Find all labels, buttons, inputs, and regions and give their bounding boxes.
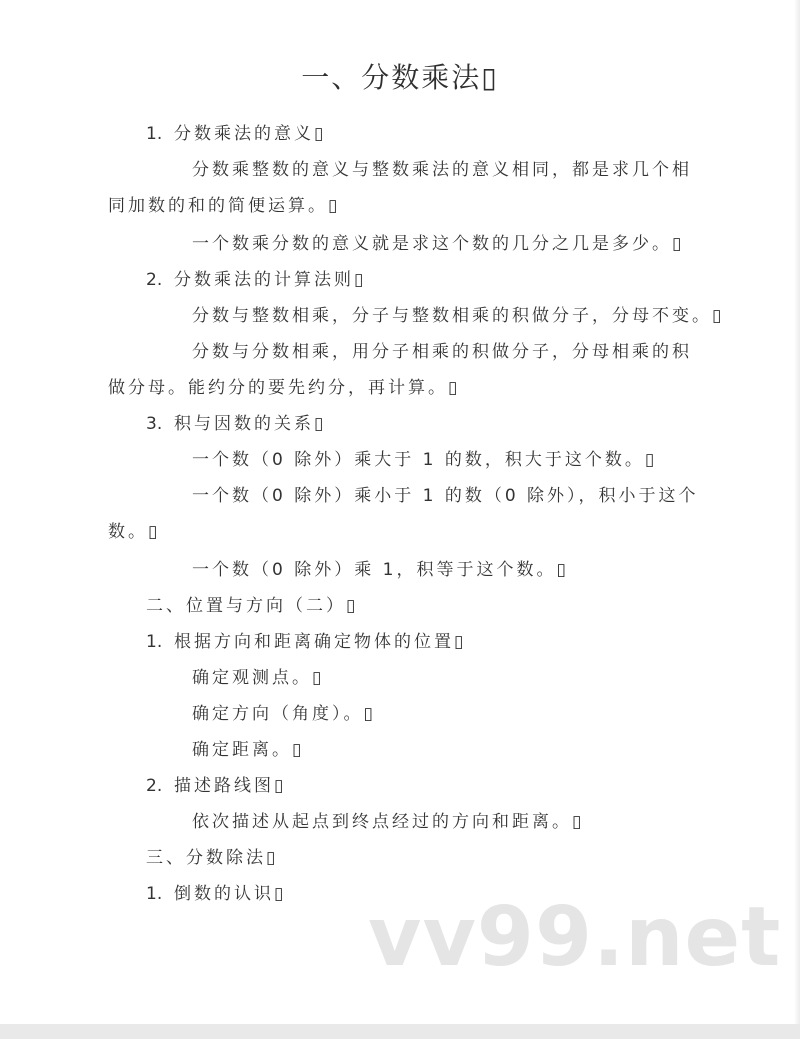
step-item: 依次描述从起点到终点经过的方向和距离。▯ <box>192 812 585 832</box>
paragraph: 分数与分数相乘，用分子相乘的积做分子，分母相乘的积做分母。能约分的要先约分，再计算。▯ <box>108 342 692 398</box>
missing-glyph: ▯ <box>314 414 327 434</box>
missing-glyph: ▯ <box>312 668 325 688</box>
step-item: 确定距离。▯ <box>192 740 305 760</box>
paragraph: 一个数（0 除外）乘 1，积等于这个数。▯ <box>192 560 569 580</box>
missing-glyph: ▯ <box>481 61 499 94</box>
missing-glyph: ▯ <box>354 270 367 290</box>
missing-glyph: ▯ <box>454 632 467 652</box>
missing-glyph: ▯ <box>346 596 359 616</box>
missing-glyph: ▯ <box>556 560 569 580</box>
section-heading-3: 3. 积与因数的关系▯ <box>146 414 327 434</box>
missing-glyph: ▯ <box>274 776 287 796</box>
paragraph: 一个数（0 除外）乘大于 1 的数，积大于这个数。▯ <box>192 450 658 470</box>
missing-glyph: ▯ <box>712 306 725 326</box>
missing-glyph: ▯ <box>292 740 305 760</box>
step-item: 确定方向（角度）。▯ <box>192 704 376 724</box>
step-item: 确定观测点。▯ <box>192 668 325 688</box>
missing-glyph: ▯ <box>274 884 287 904</box>
missing-glyph: ▯ <box>572 812 585 832</box>
paragraph: 一个数（0 除外）乘小于 1 的数（0 除外），积小于这个数。▯ <box>108 486 699 542</box>
missing-glyph: ▯ <box>314 124 327 144</box>
paragraph: 分数与整数相乘，分子与整数相乘的积做分子，分母不变。▯ <box>192 306 725 326</box>
missing-glyph: ▯ <box>644 450 658 470</box>
part-title-2: 二、位置与方向（二）▯ <box>146 596 359 616</box>
paragraph: 一个数乘分数的意义就是求这个数的几分之几是多少。▯ <box>192 234 685 254</box>
missing-glyph: ▯ <box>448 378 461 398</box>
paragraph: 分数乘整数的意义与整数乘法的意义相同，都是求几个相同加数的和的简便运算。▯ <box>108 160 692 216</box>
section-heading-1: 1. 分数乘法的意义▯ <box>146 124 327 144</box>
section-heading-2: 2. 分数乘法的计算法则▯ <box>146 270 367 290</box>
missing-glyph: ▯ <box>672 234 685 254</box>
page-edge-shadow <box>794 0 800 1024</box>
viewer-bottom-bar <box>0 1024 800 1039</box>
section-heading: 2. 描述路线图▯ <box>146 776 287 796</box>
missing-glyph: ▯ <box>148 522 161 542</box>
missing-glyph: ▯ <box>363 704 376 724</box>
section-heading: 1. 倒数的认识▯ <box>146 884 287 904</box>
missing-glyph: ▯ <box>266 848 279 868</box>
section-heading: 1. 根据方向和距离确定物体的位置▯ <box>146 632 467 652</box>
part-title-3: 三、分数除法▯ <box>146 848 279 868</box>
page-title: 一、分数乘法▯ <box>301 61 499 94</box>
watermark: vv99.net <box>368 890 782 985</box>
missing-glyph: ▯ <box>328 196 341 216</box>
